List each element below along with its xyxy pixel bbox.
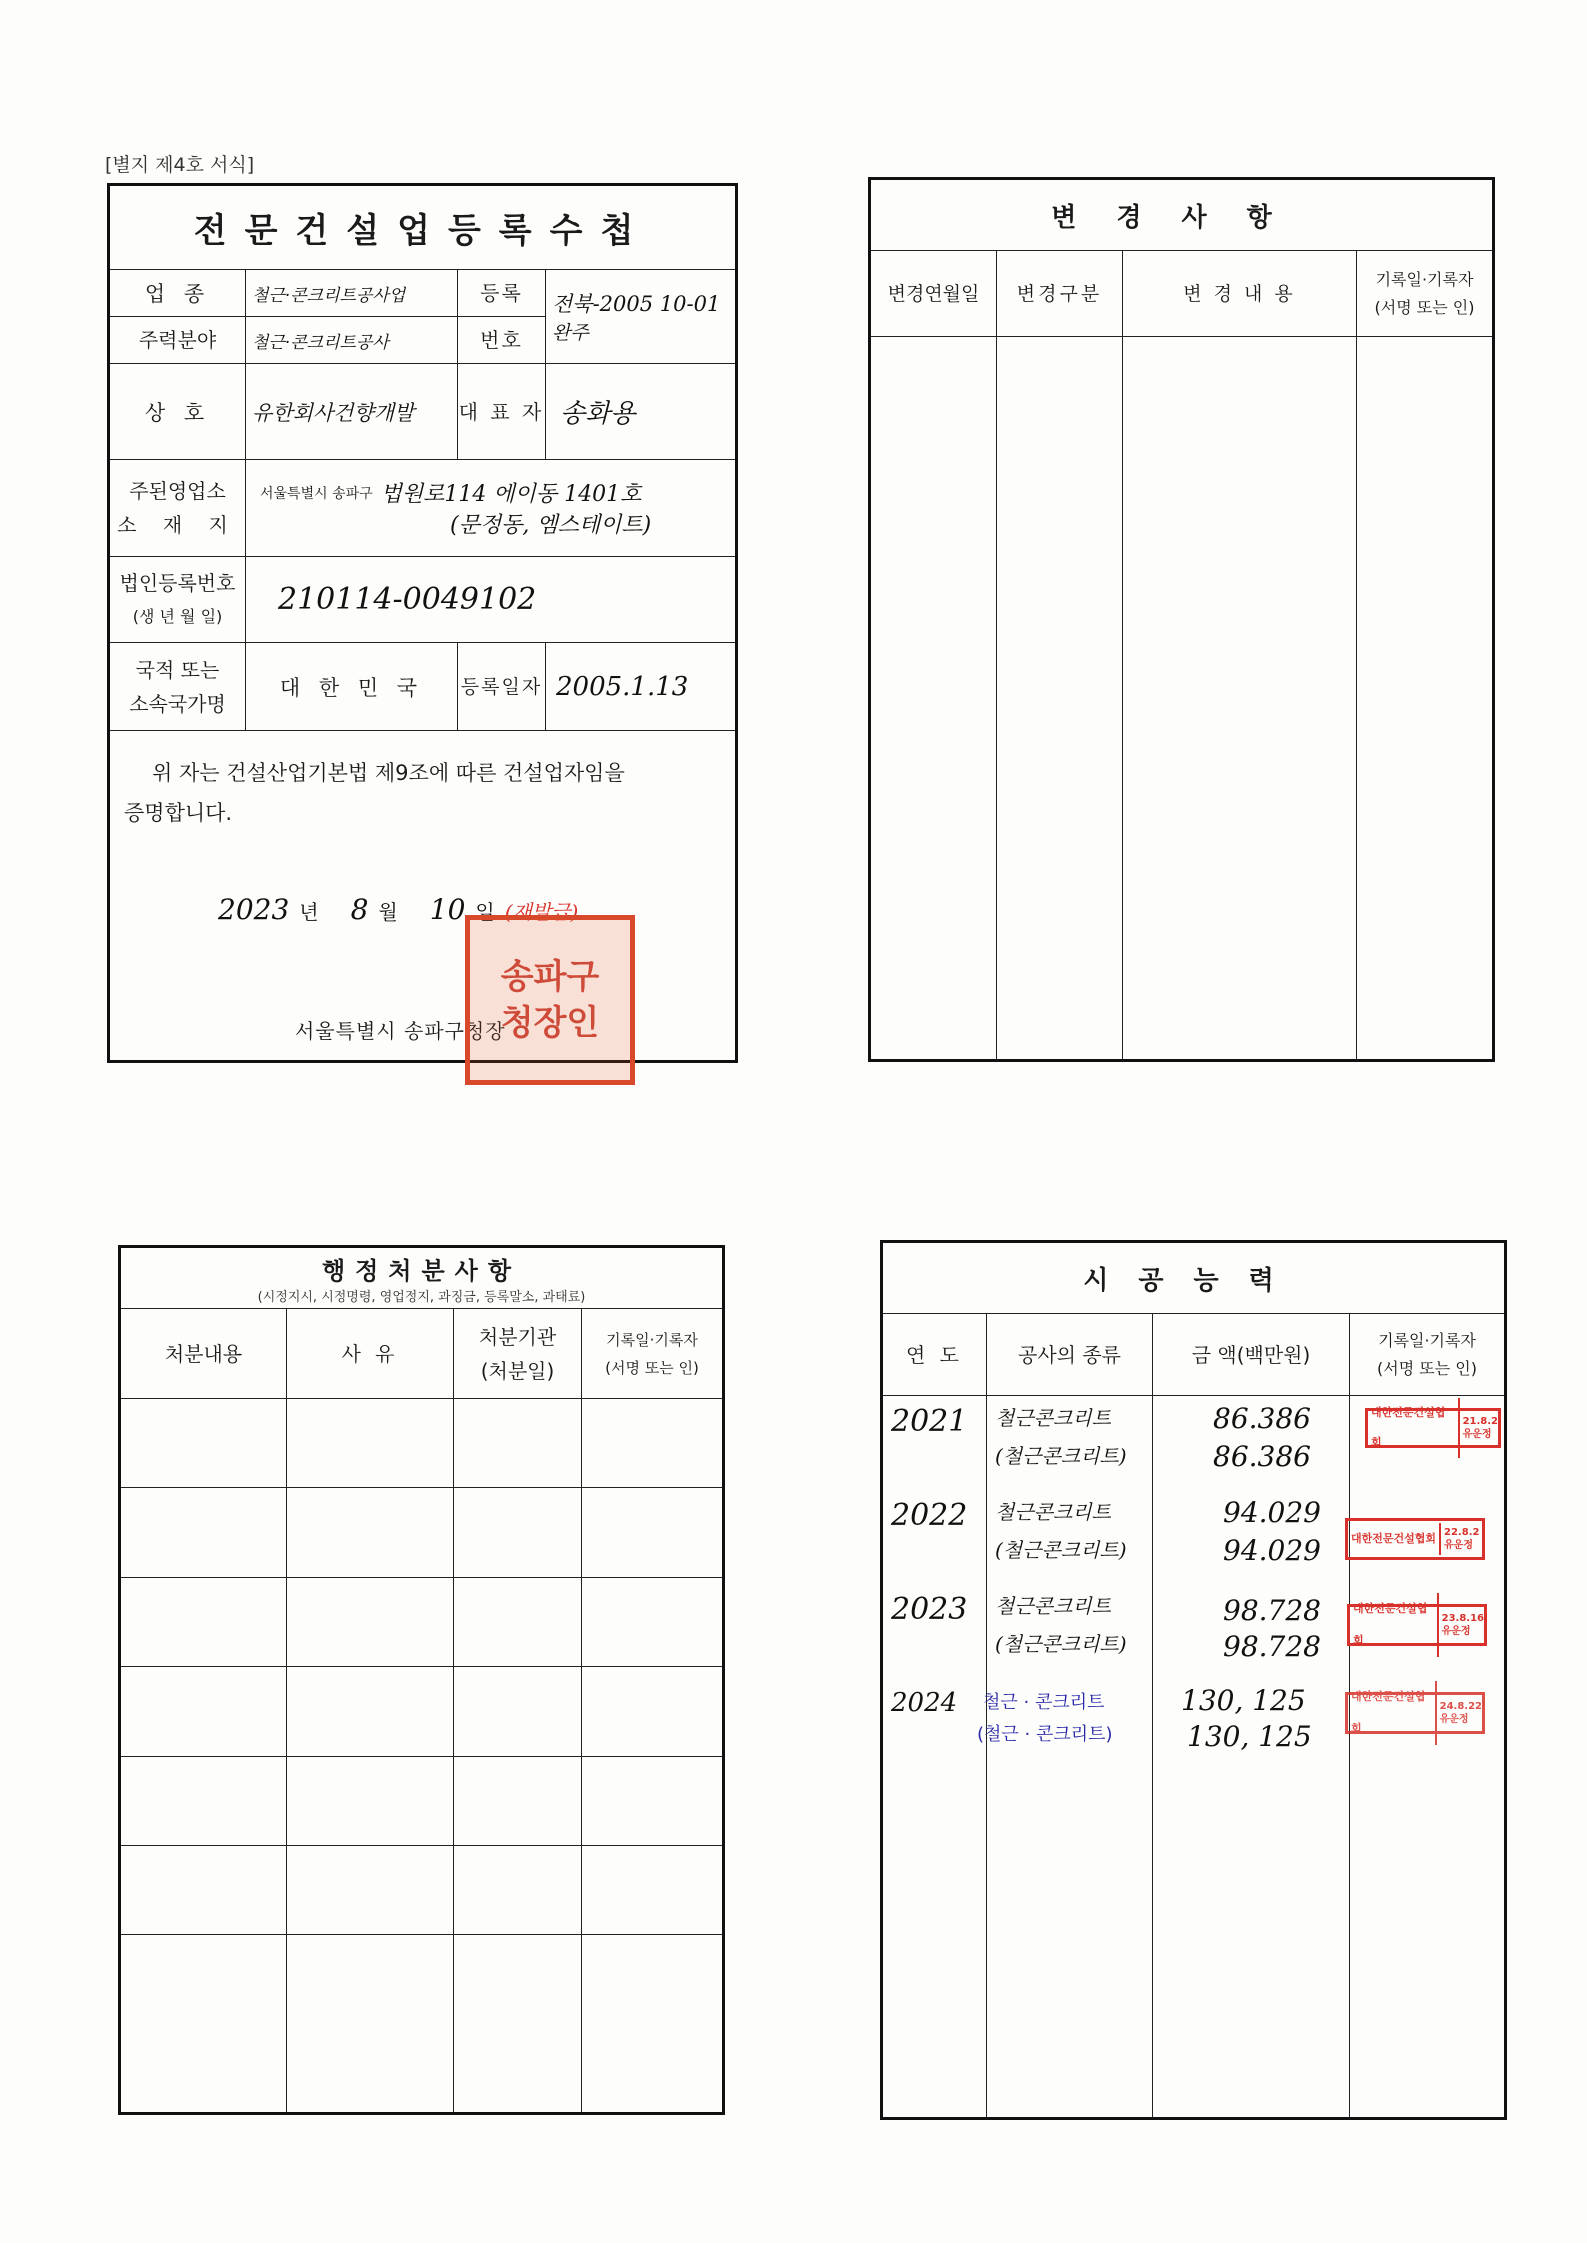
capacity-amount-sub: 86.386	[1213, 1440, 1311, 1473]
capacity-title: 시공능력	[882, 1242, 1506, 1314]
trade-name-value: 유한회사건향개발	[246, 364, 458, 460]
certificate-title: 전문건설업등록수첩	[109, 185, 737, 270]
nation-label-line2: 소속국가명	[129, 691, 226, 716]
capacity-type-sub: (철근콘크리트)	[995, 1632, 1127, 1656]
capacity-amount: 130, 125	[1181, 1684, 1306, 1717]
admin-header-date: (처분일)	[480, 1358, 555, 1383]
capacity-amount-sub: 130, 125	[1187, 1720, 1312, 1753]
capacity-amount: 86.386	[1213, 1402, 1311, 1435]
changes-table	[868, 177, 1495, 1062]
reg-date-value: 2005.1.13	[546, 643, 737, 731]
official-seal	[465, 915, 635, 1085]
issue-month-unit: 월	[378, 900, 398, 924]
nation-label-line1: 국적 또는	[135, 657, 220, 682]
office-label-line1: 주된영업소	[129, 479, 226, 503]
business-type-value: 철근·콘크리트공사업	[246, 270, 458, 317]
issue-year: 2023	[218, 893, 290, 926]
number-label: 번호	[458, 317, 546, 364]
association-stamp: 대한전문건설협회 21.8.2 유운정	[1365, 1408, 1501, 1448]
registration-label: 등록	[458, 270, 546, 317]
statement-line2: 증명합니다.	[124, 801, 233, 825]
capacity-type-sub: (철근 · 콘크리트)	[977, 1724, 1113, 1745]
admin-row	[120, 1399, 724, 1488]
changes-header-recorder: 기록일·기록자	[1375, 269, 1474, 289]
admin-row	[120, 1845, 724, 1934]
issue-day-unit: 일	[475, 900, 495, 924]
corp-no-value: 210114-0049102	[246, 557, 737, 643]
registration-region: 완주	[552, 322, 589, 344]
issue-year-unit: 년	[299, 900, 319, 924]
admin-row	[120, 1488, 724, 1577]
capacity-year: 2022	[891, 1498, 968, 1533]
capacity-header-year: 연 도	[882, 1314, 987, 1396]
capacity-header-sign: (서명 또는 인)	[1377, 1358, 1477, 1378]
main-field-label: 주력분야	[109, 317, 246, 364]
changes-header-content: 변 경 내 용	[1123, 251, 1357, 337]
capacity-table	[880, 1240, 1507, 2120]
corp-no-label-line2: (생 년 월 일)	[132, 606, 223, 626]
capacity-year: 2023	[891, 1592, 968, 1627]
capacity-year: 2021	[891, 1404, 968, 1439]
admin-row	[120, 1667, 724, 1756]
office-address-line1: 법원로114 에이동 1401호	[380, 482, 642, 507]
reg-date-label: 등록일자	[458, 643, 546, 731]
representative-label: 대 표 자	[458, 364, 546, 460]
capacity-header-type: 공사의 종류	[987, 1314, 1153, 1396]
capacity-year: 2024	[891, 1688, 958, 1718]
issue-month: 8	[350, 893, 369, 926]
capacity-type: 철근콘크리트	[995, 1406, 1111, 1430]
office-address-line2: (문정동, 엠스테이트)	[450, 513, 652, 538]
office-label-line2: 소 재 지	[117, 513, 238, 537]
capacity-row	[883, 1488, 1503, 1580]
changes-header-sign: (서명 또는 인)	[1374, 297, 1475, 317]
reissue-note: (재발급)	[504, 900, 579, 924]
capacity-header-amount: 금 액(백만원)	[1153, 1314, 1350, 1396]
association-stamp: 대한전문건설협회 22.8.2 유운정	[1345, 1518, 1485, 1560]
capacity-row	[883, 1684, 1503, 1776]
capacity-row	[883, 1394, 1503, 1486]
form-label: [별지 제4호 서식]	[105, 154, 255, 176]
main-field-value: 철근·콘크리트공사	[246, 317, 458, 364]
admin-subtitle: (시정지시, 시정명령, 영업정지, 과징금, 등록말소, 과태료)	[257, 1290, 586, 1305]
changes-title: 변경사항	[870, 179, 1494, 251]
capacity-type: 철근콘크리트	[995, 1594, 1111, 1618]
admin-header-recorder: 기록일·기록자	[606, 1330, 698, 1349]
admin-header-reason: 사 유	[287, 1309, 454, 1399]
admin-row	[120, 1756, 724, 1845]
trade-name-label: 상 호	[109, 364, 246, 460]
admin-title: 행정처분사항	[321, 1257, 522, 1285]
capacity-header-recorder: 기록일·기록자	[1378, 1330, 1476, 1350]
certificate-table	[107, 183, 738, 1063]
issue-day: 10	[429, 893, 466, 926]
capacity-amount: 94.029	[1223, 1496, 1321, 1529]
nation-value: 대 한 민 국	[246, 643, 458, 731]
statement-line1: 위 자는 건설산업기본법 제9조에 따른 건설업자임을	[152, 761, 625, 785]
capacity-type-sub: (철근콘크리트)	[995, 1538, 1127, 1562]
corp-no-label-line1: 법인등록번호	[119, 570, 236, 595]
admin-table	[118, 1245, 725, 2115]
capacity-amount-sub: 94.029	[1223, 1534, 1321, 1567]
association-stamp: 대한전문건설협회 24.8.22 유운정	[1345, 1692, 1485, 1734]
issuer: 서울특별시 송파구청장	[295, 1019, 506, 1043]
admin-row	[120, 1577, 724, 1666]
admin-header-agency: 처분기관	[478, 1324, 557, 1349]
admin-header-sign: (서명 또는 인)	[605, 1358, 699, 1377]
admin-row	[120, 1935, 724, 2114]
association-stamp: 대한전문건설협회 23.8.16 유운정	[1347, 1604, 1487, 1646]
capacity-amount: 98.728	[1223, 1594, 1321, 1627]
changes-header-type: 변경구분	[997, 251, 1123, 337]
business-type-label: 업 종	[109, 270, 246, 317]
office-printed: 서울특별시 송파구	[260, 485, 373, 502]
admin-header-content: 처분내용	[120, 1309, 287, 1399]
representative-value: 송화용	[546, 364, 737, 460]
capacity-type-sub: (철근콘크리트)	[995, 1444, 1127, 1468]
capacity-row	[883, 1582, 1503, 1674]
registration-number: 전북-2005 10-01	[552, 292, 721, 316]
changes-header-date: 변경연월일	[870, 251, 997, 337]
capacity-amount-sub: 98.728	[1223, 1630, 1321, 1663]
capacity-type: 철근콘크리트	[995, 1500, 1111, 1524]
official-seal-text: 송파구청장인	[500, 957, 600, 1043]
capacity-type: 철근 · 콘크리트	[983, 1692, 1105, 1713]
